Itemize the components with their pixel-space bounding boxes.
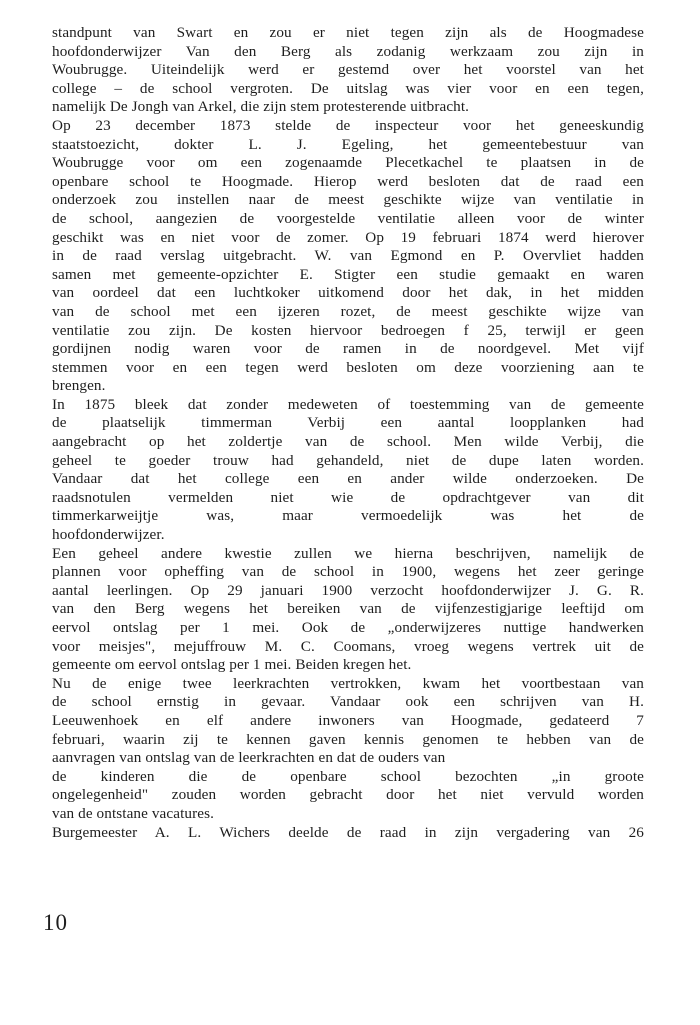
page-number: 10 (43, 910, 68, 935)
text-line: de school, aangezien de voorgestelde ventilatie alleen voor de winter (52, 209, 644, 227)
text-line: geschikt was en niet voor de zomer. Op 19 februari 1874 werd hierover (52, 228, 644, 246)
text-line: februari, waarin zij te kennen gaven kennis genomen te hebben van de (52, 730, 644, 748)
text-line: staatstoezicht, dokter L. J. Egeling, het gemeentebestuur van (52, 135, 644, 153)
text-line: timmerkarweijtje was, maar vermoedelijk was het de (52, 507, 644, 525)
body-text (52, 24, 644, 842)
text-line: voor meisjes", mejuffrouw M. C. Coomans, vroeg wegens vertrek uit de (52, 637, 644, 655)
text-line: Woubrugge. Uiteindelijk werd er gestemd over het voorstel van het (52, 61, 644, 79)
text-line: aangebracht op het zoldertje van de school. Men wilde Verbij, die (52, 433, 644, 451)
text-line: gemeente om eervol ontslag per 1 mei. Beiden kregen het. (52, 656, 412, 674)
text-line: brengen. (52, 377, 106, 395)
text-line: ventilatie zou zijn. De kosten hiervoor bedroegen f 25, terwijl er geen (52, 321, 644, 339)
text-line: van de school met een ijzeren rozet, de meest geschikte wijze van (52, 302, 644, 320)
text-line: stemmen voor en een tegen werd besloten om deze voorziening aan te (52, 358, 644, 376)
text-line: openbare school te Hoogmade. Hierop werd besloten dat de raad een (52, 172, 644, 190)
text-line: de kinderen die de openbare school bezochten „in groote (52, 767, 644, 785)
text-line: Nu de enige twee leerkrachten vertrokken, kwam het voortbestaan van (52, 674, 644, 692)
text-line: van den Berg wegens het bereiken van de vijfenzestigjarige leeftijd om (52, 600, 644, 618)
text-line: onderzoek zou instellen naar de meest geschikte wijze van ventilatie in (52, 191, 644, 209)
text-line: In 1875 bleek dat zonder medeweten of toestemming van de gemeente (52, 395, 644, 413)
text-line: Vandaar dat het college een en ander wilde onderzoeken. De (52, 470, 644, 488)
text-line: namelijk De Jongh van Arkel, die zijn stem protesterende uitbracht. (52, 98, 470, 116)
text-line: geheel te goeder trouw had gehandeld, niet de dupe laten worden. (52, 451, 644, 469)
text-line: ongelegenheid" zouden worden gebracht door het niet vervuld worden (52, 786, 644, 804)
text-line: de plaatselijk timmerman Verbij een aantal loopplanken had (52, 414, 644, 432)
text-line: van oordeel dat een luchtkoker uitkomend door het dak, in het midden (52, 284, 644, 302)
text-line: Burgemeester A. L. Wichers deelde de raad in zijn vergadering van 26 (52, 823, 644, 841)
text-line: Een geheel andere kwestie zullen we hierna beschrijven, namelijk de (52, 544, 644, 562)
text-line: Op 23 december 1873 stelde de inspecteur voor het geneeskundig (52, 116, 644, 134)
text-line: de school ernstig in gevaar. Vandaar ook een schrijven van H. (52, 693, 644, 711)
text-line: college – de school vergroten. De uitslag was vier voor en een tegen, (52, 79, 644, 97)
text-line: gordijnen nodig waren voor de ramen in de noordgevel. Met vijf (52, 340, 644, 358)
text-line: raadsnotulen vermelden niet wie de opdrachtgever van dit (52, 488, 644, 506)
text-line: Leeuwenhoek en elf andere inwoners van Hoogmade, gedateerd 7 (52, 711, 644, 729)
text-line: hoofdonderwijzer Van den Berg als zodanig werkzaam zou zijn in (52, 42, 644, 60)
text-line: samen met gemeente-opzichter E. Stigter een studie gemaakt en waren (52, 265, 644, 283)
text-line: eervol ontslag per 1 mei. Ook de „onderwijzeres nuttige handwerken (52, 619, 644, 636)
text-line: standpunt van Swart en zou er niet tegen zijn als de Hoogmadese (52, 24, 644, 41)
text-line: aanvragen van ontslag van de leerkrachten en dat de ouders van (52, 749, 446, 767)
text-line: aantal leerlingen. Op 29 januari 1900 verzocht hoofdonderwijzer J. G. R. (52, 581, 644, 599)
text-line: van de ontstane vacatures. (52, 804, 215, 822)
text-line: plannen voor opheffing van de school in 1900, wegens het zeer geringe (52, 563, 644, 581)
text-line: hoofdonderwijzer. (52, 526, 165, 544)
text-line: Woubrugge voor om een zogenaamde Plecetkachel te plaatsen in de (52, 154, 644, 172)
text-line: in de raad verslag uitgebracht. W. van Egmond en P. Overvliet hadden (52, 247, 644, 265)
